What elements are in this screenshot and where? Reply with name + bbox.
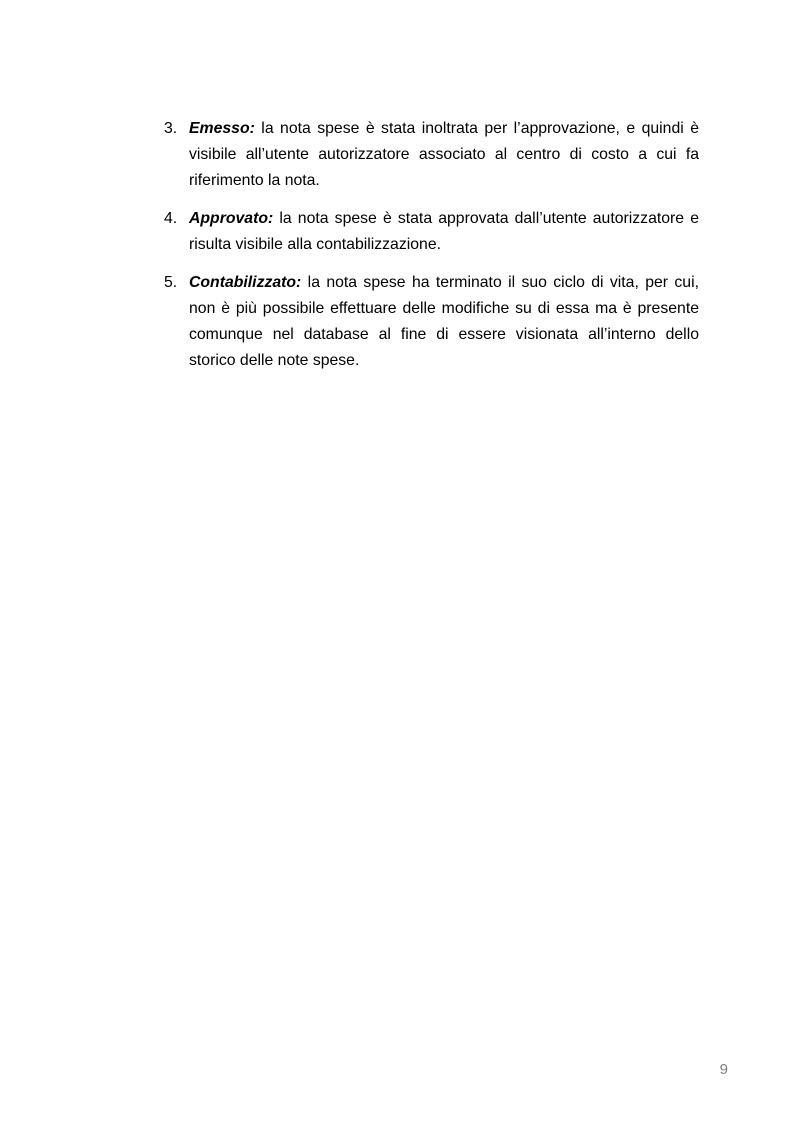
page-number: 9 (719, 1061, 728, 1078)
list-item-approvato (164, 206, 699, 258)
list-item-number: 5. (164, 274, 178, 291)
list-item-term: Approvato: (189, 210, 274, 227)
list-item-description: la nota spese ha terminato il suo ciclo di vita, per cui, non è più possibile effettuare delle modifiche su di essa ma è presente comunque nel database al fine di essere visionata all’interno dello storico delle note spese. (189, 274, 699, 369)
list-item-number: 3. (164, 120, 178, 137)
list-item-text (189, 116, 699, 194)
list-item-term: Emesso: (189, 120, 255, 137)
list-item-emesso (164, 116, 699, 194)
list-item-number: 4. (164, 210, 178, 227)
list-item-description: la nota spese è stata approvata dall’utente autorizzatore e risulta visibile alla contabilizzazione. (189, 210, 699, 253)
status-list (164, 116, 699, 386)
list-item-term: Contabilizzato: (189, 274, 302, 291)
list-item-contabilizzato (164, 270, 699, 374)
list-item-text (189, 206, 699, 258)
list-item-description: la nota spese è stata inoltrata per l’approvazione, e quindi è visibile all’utente autorizzatore associato al centro di costo a cui fa riferimento la nota. (189, 120, 699, 189)
list-item-text (189, 270, 699, 374)
